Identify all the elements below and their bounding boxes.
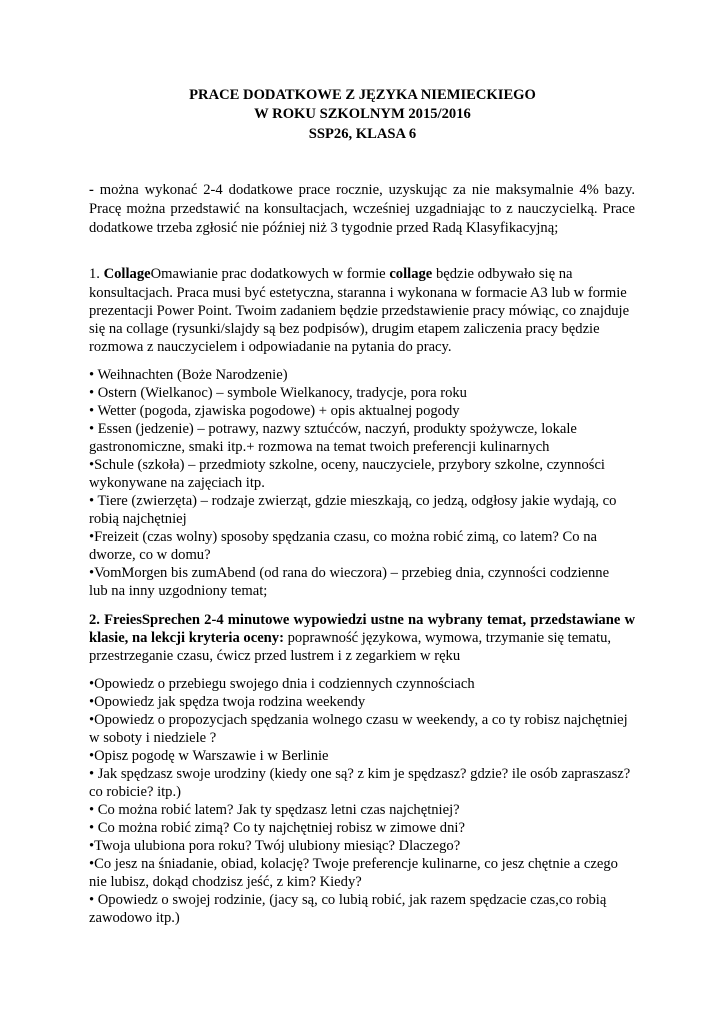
section1-collage-word: collage bbox=[389, 266, 433, 282]
list-item: gastronomiczne, smaki itp.+ rozmowa na temat twoich preferencji kulinarnych bbox=[89, 439, 550, 455]
list-item: robią najchętniej bbox=[89, 511, 187, 527]
section1-line-5: rozmowa z nauczycielem i odpowiadanie na pytania do pracy. bbox=[89, 339, 452, 355]
list-item: •VomMorgen bis zumAbend (od rana do wieczora) – przebieg dnia, czynności codzienne bbox=[89, 565, 610, 581]
intro-line-3: dodatkowe trzeba zgłosić nie później niż 3 tygodnie przed Radą Klasyfikacyjną; bbox=[89, 220, 559, 236]
intro-text-1: można wykonać 2-4 dodatkowe prace rocznie, uzyskując za nie maksymalnie 4% bazy. bbox=[93, 182, 635, 198]
section1-text-a: Omawianie prac dodatkowych w formie bbox=[150, 266, 390, 282]
list-item: • Opowiedz o swojej rodzinie, (jacy są, co lubią robić, jak razem spędzacie czas,co robią bbox=[89, 892, 607, 908]
list-item: lub na inny uzgodniony temat; bbox=[89, 583, 268, 599]
list-item: • Co można robić latem? Jak ty spędzasz letni czas najchętniej? bbox=[89, 802, 460, 818]
list-item: •Freizeit (czas wolny) sposoby spędzania czasu, co można robić zimą, co latem? Co na bbox=[89, 529, 598, 545]
title-line-1: PRACE DODATKOWE Z JĘZYKA NIEMIECKIEGO bbox=[189, 87, 536, 103]
list-item: dworze, co w domu? bbox=[89, 547, 211, 563]
list-item: zawodowo itp.) bbox=[89, 910, 180, 926]
section1-line-2: konsultacjach. Praca musi być estetyczna, staranna i wykonana w formacie A3 lub w formie bbox=[89, 285, 627, 301]
section1-line-4: się na collage (rysunki/slajdy są bez podpisów), drugim etapem zaliczenia pracy będzie bbox=[89, 321, 600, 337]
title-line-2: W ROKU SZKOLNYM 2015/2016 bbox=[254, 106, 471, 122]
section2-line-3: przestrzeganie czasu, ćwicz przed lustrem i z zegarkiem w ręku bbox=[89, 648, 461, 664]
section1-line-1 bbox=[89, 266, 573, 283]
list-item: • Tiere (zwierzęta) – rodzaje zwierząt, gdzie mieszkają, co jedzą, odgłosy jakie wydają, co bbox=[89, 493, 617, 509]
section2-criteria-label: klasie, na lekcji kryteria oceny: bbox=[89, 630, 284, 646]
list-item: • Essen (jedzenie) – potrawy, nazwy sztućców, naczyń, produkty spożywcze, lokale bbox=[89, 421, 577, 437]
section1-line-3: prezentacji Power Point. Twoim zadaniem będzie przedstawienie pracy mówiąc, co znajduje bbox=[89, 303, 630, 319]
intro-line-2: Pracę można przedstawić na konsultacjach, wcześniej uzgadniając to z nauczycielką. Prace bbox=[89, 201, 635, 217]
list-item: •Twoja ulubiona pora roku? Twój ulubiony miesiąc? Dlaczego? bbox=[89, 838, 461, 854]
intro-line-1 bbox=[89, 182, 635, 199]
intro-dash: - bbox=[89, 182, 94, 198]
list-item: •Schule (szkoła) – przedmioty szkolne, oceny, nauczyciele, przybory szkolne, czynności bbox=[89, 457, 605, 473]
list-item: • Wetter (pogoda, zjawiska pogodowe) + opis aktualnej pogody bbox=[89, 403, 460, 419]
list-item: wykonywane na zajęciach itp. bbox=[89, 475, 265, 491]
section1-number: 1. bbox=[89, 266, 104, 282]
list-item: w soboty i niedziele ? bbox=[89, 730, 217, 746]
list-item: •Opowiedz o propozycjach spędzania wolnego czasu w weekendy, a co ty robisz najchętniej bbox=[89, 712, 628, 728]
section2-line-2 bbox=[89, 630, 611, 647]
list-item: •Opisz pogodę w Warszawie i w Berlinie bbox=[89, 748, 329, 764]
list-item: •Opowiedz jak spędza twoja rodzina weekendy bbox=[89, 694, 366, 710]
list-item: • Jak spędzasz swoje urodziny (kiedy one są? z kim je spędzasz? gdzie? ile osób zapraszasz? bbox=[89, 766, 631, 782]
section2-criteria-text: poprawność językowa, wymowa, trzymanie się tematu, bbox=[283, 630, 612, 646]
title-line-3: SSP26, KLASA 6 bbox=[308, 126, 417, 142]
list-item: • Weihnachten (Boże Narodzenie) bbox=[89, 367, 288, 383]
list-item: •Opowiedz o przebiegu swojego dnia i codziennych czynnościach bbox=[89, 676, 475, 692]
list-item: co robicie? itp.) bbox=[89, 784, 181, 800]
list-item: • Co można robić zimą? Co ty najchętniej robisz w zimowe dni? bbox=[89, 820, 465, 836]
list-item: •Co jesz na śniadanie, obiad, kolację? Twoje preferencje kulinarne, co jesz chętnie a czego bbox=[89, 856, 618, 872]
list-item: nie lubisz, dokąd chodzisz jeść, z kim? Kiedy? bbox=[89, 874, 362, 890]
section2-line-1: 2. FreiesSprechen 2-4 minutowe wypowiedzi ustne na wybrany temat, przedstawiane w bbox=[89, 612, 635, 628]
list-item: • Ostern (Wielkanoc) – symbole Wielkanocy, tradycje, pora roku bbox=[89, 385, 467, 401]
section1-heading: Collage bbox=[103, 266, 151, 282]
section1-text-c: będzie odbywało się na bbox=[432, 266, 573, 282]
